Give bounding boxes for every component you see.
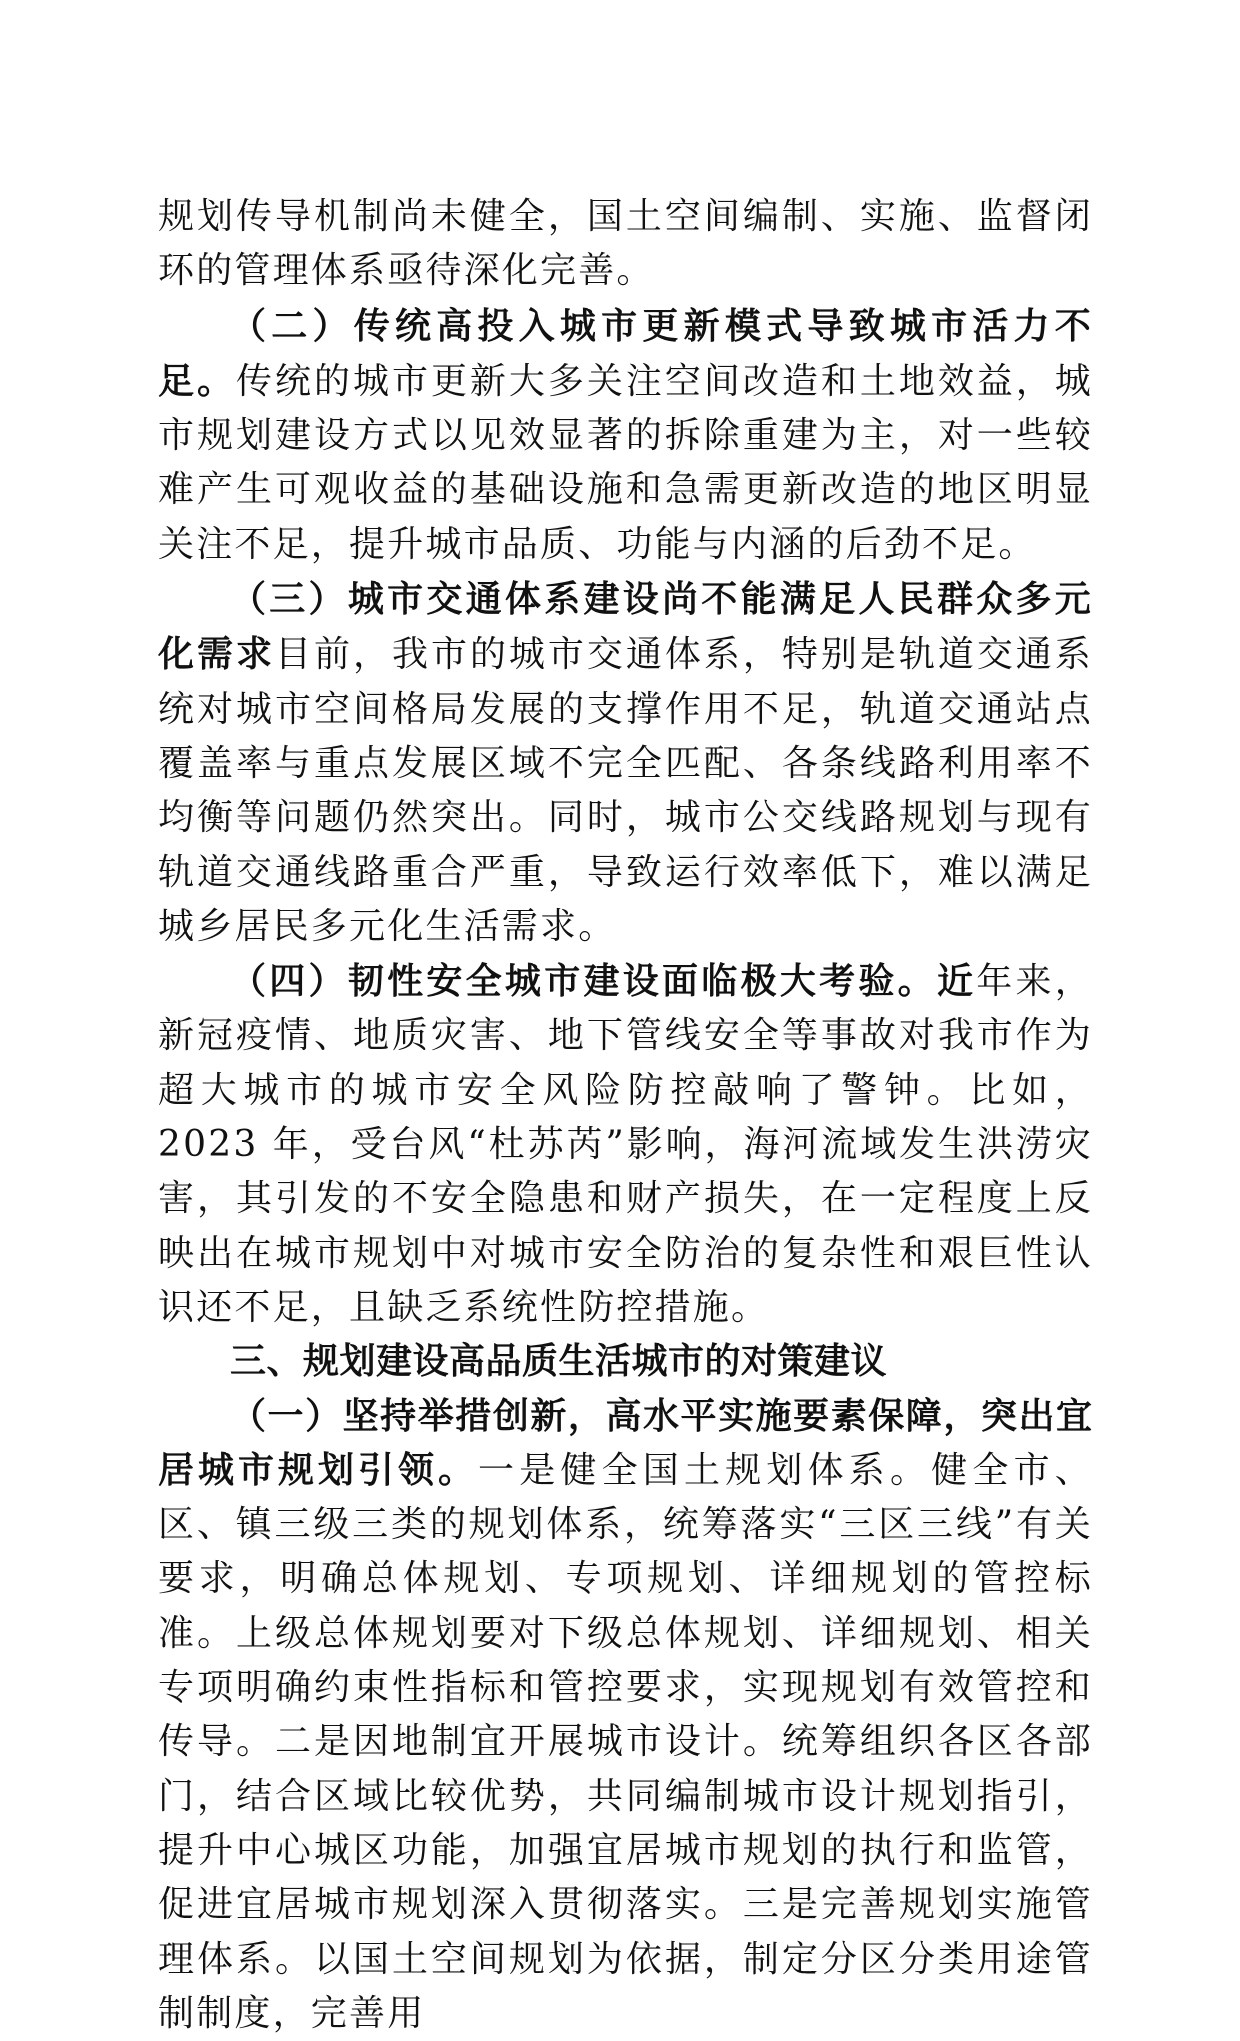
paragraph-transport bbox=[158, 572, 1093, 954]
paragraph-urban-renewal bbox=[158, 299, 1093, 572]
paragraph-planning-innovation bbox=[158, 1390, 1093, 2041]
paragraph-lead: （一）坚持举措创新，高水平实施要素保障，突出宜居城市规划引领。 bbox=[158, 1395, 1093, 1491]
paragraph-body: 传统的城市更新大多关注空间改造和土地效益，城市规划建设方式以见效显著的拆除重建为主，对一些较难产生可观收益的基础设施和急需更新改造的地区明显关注不足，提升城市品质、功能与内涵的后劲不足。 bbox=[158, 360, 1093, 565]
paragraph-lead: （二）传统高投入城市更新模式导致城市活力不足。 bbox=[158, 304, 1093, 402]
paragraph-continuation bbox=[158, 190, 1093, 299]
paragraph-body: 规划传导机制尚未健全，国土空间编制、实施、监督闭环的管理体系亟待深化完善。 bbox=[158, 196, 1093, 292]
document-body bbox=[158, 190, 1093, 2041]
paragraph-body: 一是健全国土规划体系。健全市、区、镇三级三类的规划体系，统筹落实“三区三线”有关要求，明确总体规划、专项规划、详细规划的管控标准。上级总体规划要对下级总体规划、详细规划、相关专项明确约束性指标和管控要求，实现规划有效管控和传导。二是因地制宜开展城市设计。统筹组织各区各部门，结合区域比较优势，共同编制城市设计规划指引，提升中心城区功能，加强宜居城市规划的执行和监管，促进宜居城市规划深入贯彻落实。三是完善规划实施管理体系。以国土空间规划为依据，制定分区分类用途管制制度，完善用 bbox=[158, 1449, 1093, 2034]
paragraph-resilience bbox=[158, 954, 1093, 1335]
paragraph-body: 目前，我市的城市交通体系，特别是轨道交通系统对城市空间格局发展的支撑作用不足，轨道交通站点覆盖率与重点发展区域不完全匹配、各条线路利用率不均衡等问题仍然突出。同时，城市公交线路规划与现有轨道交通线路重合严重，导致运行效率低下，难以满足城乡居民多元化生活需求。 bbox=[158, 634, 1093, 947]
section-heading: 三、规划建设高品质生活城市的对策建议 bbox=[230, 1341, 888, 1383]
paragraph-lead: （三）城市交通体系建设尚不能满足人民群众多元化需求 bbox=[158, 578, 1093, 676]
paragraph-body: 年来，新冠疫情、地质灾害、地下管线安全等事故对我市作为超大城市的城市安全风险防控敲响了警钟。比如，2023 年，受台风“杜苏芮”影响，海河流域发生洪涝灾害，其引发的不安全隐患和财产损失，在一定程度上反映出在城市规划中对城市安全防治的复杂性和艰巨性认识还不足，且缺乏系统性防控措施。 bbox=[158, 961, 1093, 1328]
paragraph-lead: （四）韧性安全城市建设面临极大考验。近 bbox=[230, 960, 977, 1003]
